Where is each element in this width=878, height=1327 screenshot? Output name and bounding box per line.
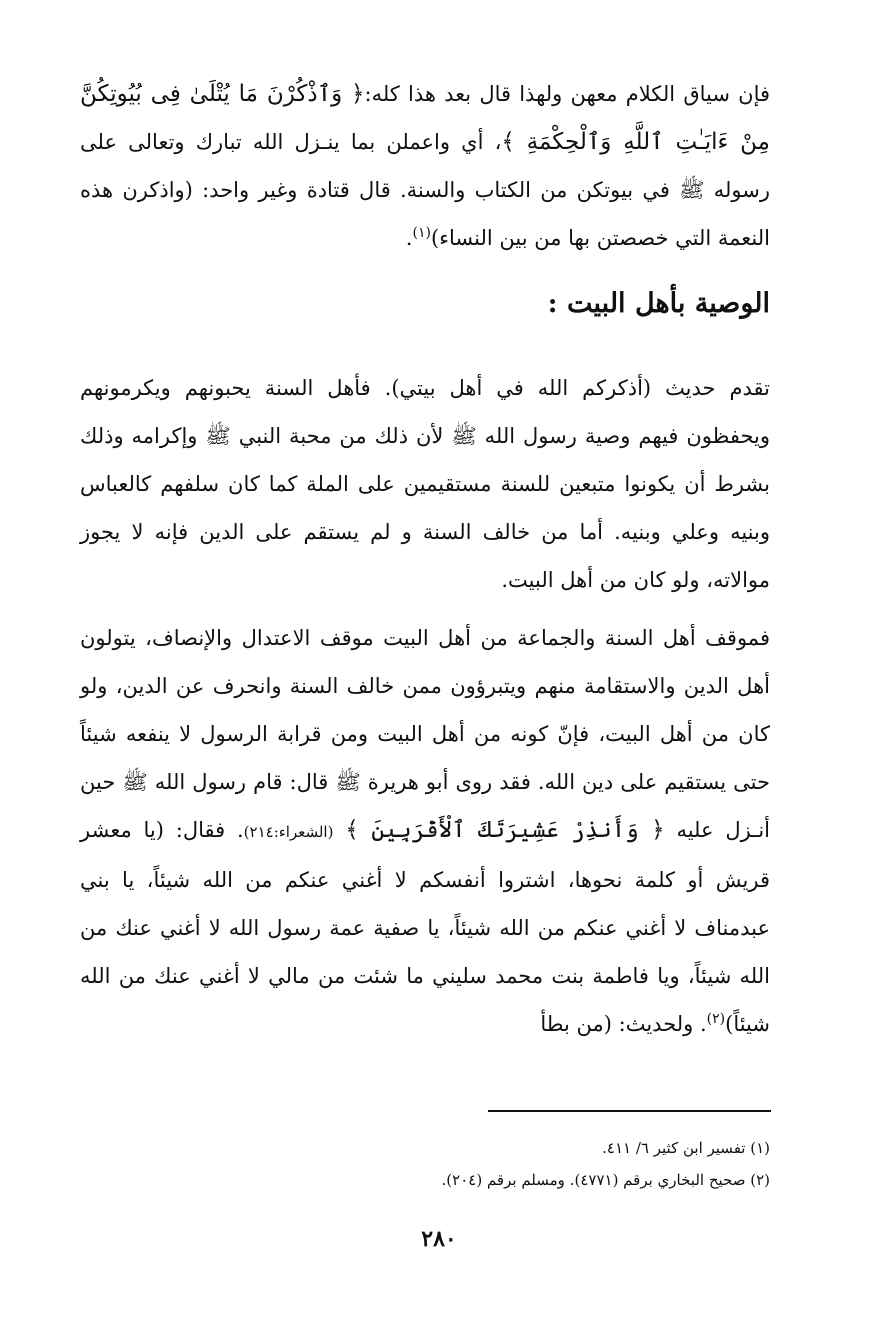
paragraph-3 xyxy=(80,614,770,1048)
section-heading: الوصية بأهل البيت : xyxy=(547,288,770,319)
paragraph-3-end: . ولحديث: (من بطأ xyxy=(540,1012,707,1036)
footnotes xyxy=(80,1132,770,1196)
page-number: ٢٨٠ xyxy=(421,1226,457,1252)
footnote-ref-2[interactable]: (٢) xyxy=(706,1011,726,1027)
paragraph-2: تقدم حديث (أذكركم الله في أهل بيتي). فأهل السنة يحبونهم ويكرمونهم ويحفظون فيهم وصية رسول الله ﷺ لأن ذلك من محبة النبي ﷺ وإكرامه وذلك بشرط أن يكونوا متبعين للسنة مستقيمين على الملة كما كان سلفهم كالعباس وبنيه وعلي وبنيه. أما من خالف السنة و لم يستقم على الدين فإنه لا يجوز موالاته، ولو كان من أهل البيت. xyxy=(80,376,770,592)
paragraph-1 xyxy=(80,70,770,262)
main-text xyxy=(80,70,770,1048)
quran-verse-1: ﴿ وَٱذْكُرْنَ مَا يُتْلَىٰ فِى بُيُوتِكُنَّ مِنْ ءَايَـٰتِ ٱللَّهِ وَٱلْحِكْمَةِ ﴾ xyxy=(80,81,770,155)
paragraph-1-end: . xyxy=(405,226,413,250)
footnote-1: (١) تفسير ابن كثير ٦/ ٤١١. xyxy=(602,1139,770,1157)
footnote-separator xyxy=(488,1110,771,1112)
verse-citation: (الشعراء:٢١٤) xyxy=(243,823,334,841)
paragraph-3-body: . فقال: (يا معشر قريش أو كلمة نحوها، اشتروا أنفسكم لا أغني عنكم من الله شيئاً، يا بني عبدمناف لا أغني عنكم من الله شيئاً، يا صفية عمة رسول الله لا أغني عنك من الله شيئاً، ويا فاطمة بنت محمد سليني ما شئت من مالي لا أغني عنك من الله شيئاً) xyxy=(80,818,770,1036)
footnote-ref-1[interactable]: (١) xyxy=(412,225,431,241)
paragraph-1-body: ، أي واعملن بما ينـزل الله تبارك وتعالى على رسوله ﷺ في بيوتكن من الكتاب والسنة. قال قتادة وغير واحد: (واذكرن هذه النعمة التي خصصتن بها من بين النساء) xyxy=(80,130,770,250)
paragraph-1-intro: فإن سياق الكلام معهن ولهذا قال بعد هذا كله: xyxy=(364,82,771,106)
quran-verse-2: ﴿ وَأَنذِرْ عَشِيرَتَكَ ٱلْأَقْرَبِينَ ﴾ xyxy=(345,817,665,843)
footnote-2: (٢) صحيح البخاري برقم (٤٧٧١). ومسلم برقم (٢٠٤). xyxy=(441,1171,770,1189)
paragraph-3-intro: فموقف أهل السنة والجماعة من أهل البيت موقف الاعتدال والإنصاف، يتولون أهل الدين والاستقامة منهم ويتبرؤون ممن خالف السنة وانحرف عن الدين، ولو كان من أهل البيت، فإنّ كونه من أهل البيت ومن قرابة الرسول لا ينفعه شيئاً حتى يستقيم على دين الله. فقد روى أبو هريرة ﷺ قال: قام رسول الله ﷺ حين أنـزل عليه xyxy=(80,626,771,842)
